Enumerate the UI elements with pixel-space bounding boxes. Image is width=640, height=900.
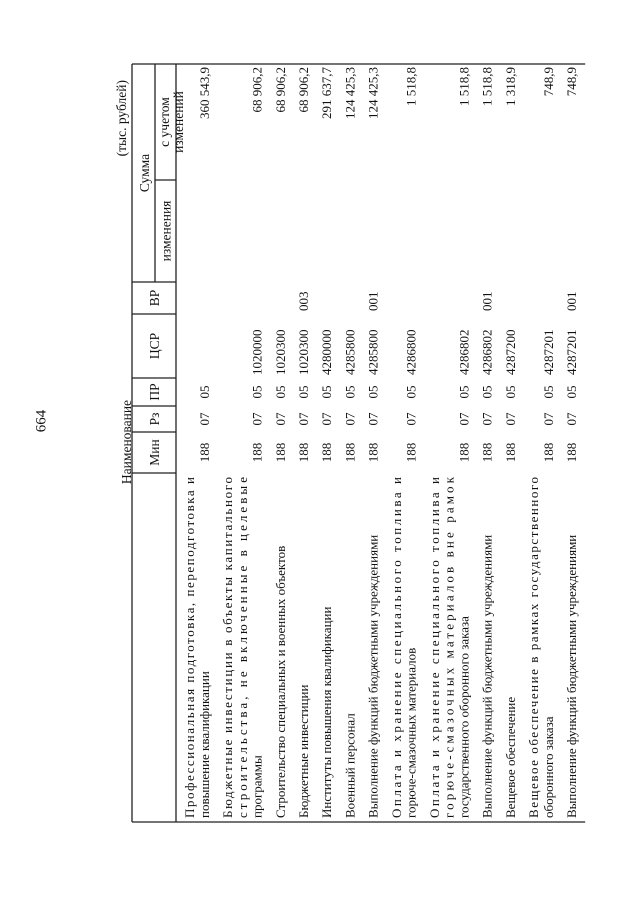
row-csr: 4286800 [403,329,419,375]
row-total: 1 518,8 [479,67,495,106]
table-row [220,67,265,818]
row-name: Бюджетные инвестиции в объекты капитального [220,477,235,818]
row-rz: 07 [365,412,381,426]
row-pr: 05 [272,385,288,399]
row-csr: 4286802 [456,329,472,375]
row-min: 188 [365,442,381,463]
row-csr: 4287201 [564,329,579,375]
table-row [182,67,212,818]
row-min: 188 [196,442,212,463]
header-pr: ПР [147,383,162,401]
header-csr: ЦСР [147,332,162,360]
row-csr: 4285800 [365,329,381,375]
row-total: 124 425,3 [342,67,358,119]
row-name: Выполнение функций бюджетными учреждениями [365,534,381,818]
row-csr: 4285800 [342,329,358,375]
row-pr: 05 [502,385,518,399]
row-min: 188 [403,442,419,463]
row-pr: 05 [479,385,495,399]
row-vr: 001 [479,291,495,311]
header-vr: ВР [147,289,162,307]
row-vr: 003 [296,291,311,311]
row-vr: 001 [365,291,381,311]
row-name: строительства, не включенные в целевые [234,477,250,818]
row-name: программы [249,755,265,818]
row-total: 124 425,3 [365,67,381,119]
row-total: 291 637,7 [319,67,335,119]
row-rz: 07 [403,412,419,426]
row-total: 1 518,8 [456,67,472,106]
row-min: 188 [479,442,495,463]
row-name: оборонного заказа [540,716,556,818]
row-name: Институты повышения квалификации [319,606,335,818]
table-row [427,67,472,818]
table-row [480,67,495,818]
row-total: 68 906,2 [249,67,265,113]
row-pr: 05 [249,385,265,399]
row-total: 748,9 [564,67,579,97]
row-name: Выполнение функций бюджетными учреждениями [564,534,579,818]
row-total: 68 906,2 [272,67,288,113]
row-rz: 07 [479,412,495,426]
row-pr: 05 [342,385,358,399]
row-name: горюче-смазочных материалов вне рамок [441,477,457,818]
header-min: Мин [147,439,162,466]
row-pr: 05 [319,385,335,399]
row-name: Бюджетные инвестиции [296,684,311,818]
row-pr: 05 [296,385,311,399]
row-csr: 4287201 [540,329,556,375]
row-min: 188 [249,442,265,463]
row-name: Выполнение функций бюджетными учреждениями [479,534,495,818]
row-pr: 05 [540,385,556,399]
row-pr: 05 [365,385,381,399]
header-change: изменения [158,200,174,262]
table-row [273,67,288,818]
row-csr: 4286802 [479,329,495,375]
row-rz: 07 [540,412,556,426]
row-csr: 1020000 [249,329,265,375]
row-rz: 07 [342,412,358,426]
row-rz: 07 [249,412,265,426]
row-min: 188 [540,442,556,463]
table-row [389,67,419,818]
row-csr: 1020300 [296,329,311,375]
row-name: Оплата и хранение специального топлива и [426,476,442,818]
table-row [366,67,381,818]
table-row [564,67,579,818]
row-min: 188 [319,442,335,463]
row-pr: 05 [403,385,419,399]
table-row [503,67,518,818]
table-row [526,67,556,818]
row-rz: 07 [272,412,288,426]
row-rz: 07 [564,412,579,426]
header-sum: Сумма [137,153,152,193]
page-number: 664 [33,409,50,433]
row-min: 188 [456,442,472,463]
row-name: Профессиональная подготовка, переподготовка и [182,477,197,818]
row-rz: 07 [196,412,212,426]
header-name: Наименование [119,399,135,485]
row-total: 1 318,9 [502,67,518,106]
row-csr: 4280000 [319,329,335,375]
row-total: 360 543,9 [196,67,212,119]
row-pr: 05 [196,385,212,399]
table-row [319,67,334,819]
row-name: горюче-смазочных материалов [403,647,419,818]
header-with-change-2: изменений [171,91,186,153]
row-name: повышение квалификации [196,671,212,818]
table-row [296,67,311,818]
row-name: Вещевое обеспечение в рамках государственного [526,477,541,818]
row-vr: 001 [564,291,579,311]
row-rz: 07 [319,412,335,426]
row-pr: 05 [456,385,472,399]
row-name: Военный персонал [342,713,358,818]
row-rz: 07 [502,412,518,426]
row-name: государственного оборонного заказа [456,616,472,818]
row-pr: 05 [564,385,579,399]
row-total: 68 906,2 [296,67,311,113]
row-min: 188 [342,442,358,463]
row-min: 188 [502,442,518,463]
row-csr: 4287200 [502,329,518,375]
row-name: Оплата и хранение специального топлива и [388,476,404,818]
table-row [342,67,357,818]
header-rz: Рз [147,412,162,426]
row-csr: 1020300 [272,329,288,375]
row-min: 188 [296,442,311,463]
row-total: 1 518,8 [403,67,419,106]
header-with-change-1: с учетом [157,97,172,147]
row-name: Вещевое обеспечение [502,696,518,818]
row-rz: 07 [456,412,472,426]
row-min: 188 [272,442,288,463]
row-rz: 07 [296,412,311,426]
units-caption: (тыс. рублей) [114,80,129,157]
row-min: 188 [564,442,579,463]
row-total: 748,9 [540,67,556,97]
row-name: Строительство специальных и военных объектов [272,545,288,818]
